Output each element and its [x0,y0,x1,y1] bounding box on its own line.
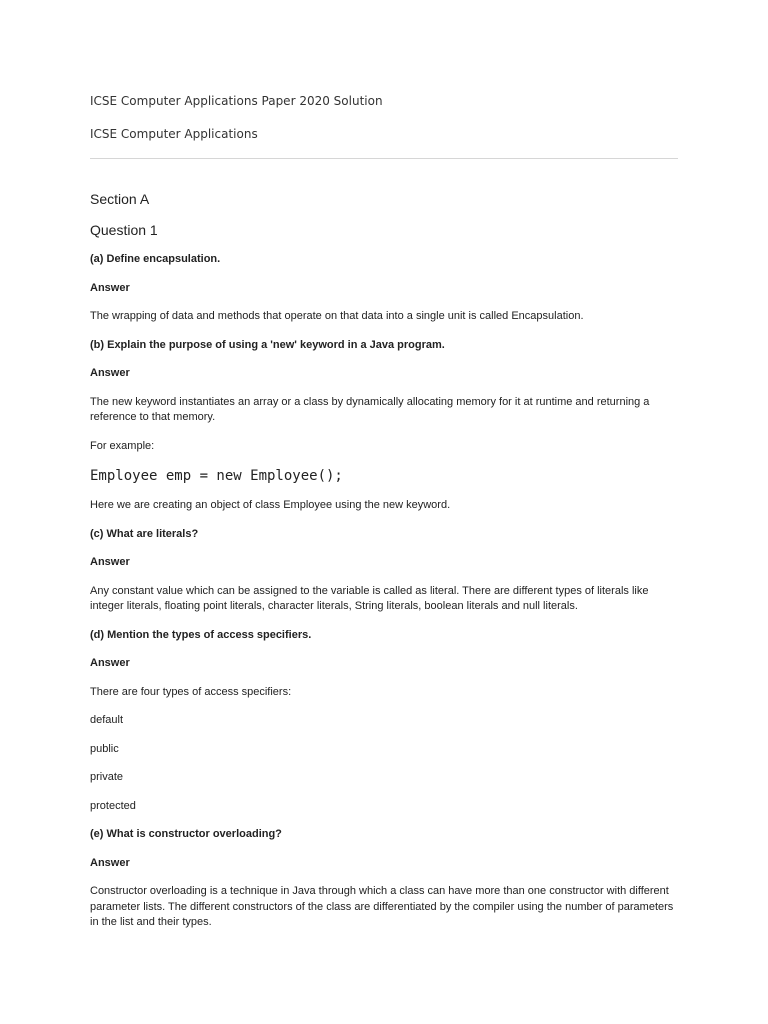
list-item: default [90,714,124,726]
question-d: (d) Mention the types of access specifiers. [90,628,312,641]
question-c: (c) What are literals? [90,527,199,540]
document-body [90,190,678,944]
code-sample-b: Employee emp = new Employee(); [90,468,343,484]
answer-label-a: Answer [90,281,130,294]
code-explanation-b: Here we are creating an object of class Employee using the new keyword. [90,499,451,511]
answer-label-e: Answer [90,856,130,869]
header-divider [90,158,678,159]
document-subtitle: ICSE Computer Applications [90,127,258,141]
answer-text-c: Any constant value which can be assigned to the variable is called as literal. There are different types of literals like integer literals, floating point literals, character literals, String literals, boolean literals and null literals. [90,584,649,612]
question-e: (e) What is constructor overloading? [90,828,282,840]
answer-text-b: The new keyword instantiates an array or a class by dynamically allocating memory for it at runtime and returning a reference to that memory. [90,395,650,423]
question-heading: Question 1 [90,222,158,238]
list-item: protected [90,799,136,812]
section-heading: Section A [90,191,150,207]
answer-text-e: Constructor overloading is a technique in Java through which a class can have more than one constructor with different parameter lists. The different constructors of the class are differentiated by the compiler using the number of parameters in the list and their types. [90,885,674,928]
answer-label-d: Answer [90,657,130,669]
example-label-b: For example: [90,439,155,452]
answer-text-a: The wrapping of data and methods that operate on that data into a single unit is called Encapsulation. [90,310,584,322]
answer-text-d: There are four types of access specifiers: [90,685,292,698]
answer-label-c: Answer [90,556,130,568]
list-item: private [90,771,124,783]
question-b: (b) Explain the purpose of using a 'new' keyword in a Java program. [90,338,445,351]
list-item: public [90,742,119,755]
question-a: (a) Define encapsulation. [90,253,221,265]
document-title: ICSE Computer Applications Paper 2020 Solution [90,94,383,108]
answer-label-b: Answer [90,367,130,379]
